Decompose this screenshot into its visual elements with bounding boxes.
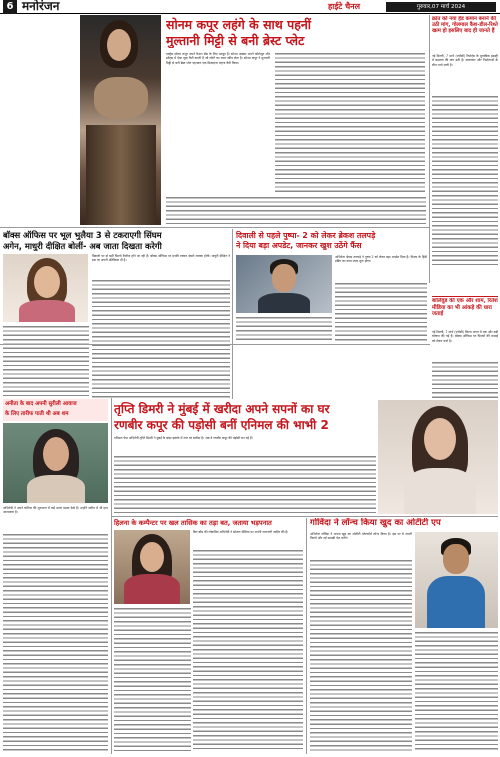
story4-headline-2: अगेन, माधुरी दीक्षित बोलीं- अब जाता दिखता करेगी xyxy=(3,241,162,251)
story1-text-bottom xyxy=(166,196,426,226)
story9-text-col2 xyxy=(415,631,498,751)
breast-plate xyxy=(94,77,148,119)
horizontal-divider-3 xyxy=(112,516,498,517)
vertical-divider-3 xyxy=(111,398,112,754)
actress-photo xyxy=(3,423,108,503)
brand-name: हाईटे चैनल xyxy=(328,2,361,11)
story9-headline: गोविंदा ने लॉन्च किया खुद का ओटीटी एप xyxy=(310,518,441,528)
story5-text-more xyxy=(335,282,427,342)
date-box: गुरुवार,07 मार्च 2024 xyxy=(386,2,496,12)
story2-headline: क्रांत को नया हेड कमान बनाने की उठी मांग, गोलमाल कैश-डील-रिश्ते खत्म हो इसलिए बाद ही जानते हैं xyxy=(432,16,498,34)
story7-headline-1: तृप्ति डिमरी ने मुंबई में खरीदा अपने सपनों का घर xyxy=(114,402,330,416)
figure-dress xyxy=(124,574,180,604)
figure-face xyxy=(424,418,456,460)
story8-headline: हिलना के कम्पैन्टर पर खल तासिक का तड़ा बत, जताया भड़पनात xyxy=(114,519,272,527)
story9-text-more xyxy=(310,559,412,751)
story4-body: दिवाली पर दो बड़ी फिल्में रिलीज होने जा रही हैं। बॉक्स ऑफिस पर इनकी टक्कर देखने लायक होगी। माधुरी दीक्षित ने इस पर अपनी प्रतिक्रिया दी है। xyxy=(92,254,230,263)
shreyas-photo xyxy=(236,255,332,313)
govinda-photo xyxy=(415,532,498,628)
horizontal-divider-2 xyxy=(0,344,430,345)
story8-text-more xyxy=(193,549,303,751)
horizontal-divider-1 xyxy=(0,227,430,228)
story2-body: नई दिल्ली, 7 मार्च (एजेंसी) रिपोर्ट्स के मुताबिक इंडस्ट्री में बदलाव की मांग उठी है। कलाकार और निर्माताओं के बीच चर्चा जारी है। xyxy=(432,54,498,67)
story3-rule xyxy=(432,296,498,297)
figure-face xyxy=(272,264,296,292)
column-divider xyxy=(429,15,430,283)
story1-headline-1: सोनम कपूर लहंगे के साथ पहनीं xyxy=(166,17,312,32)
figure-face xyxy=(140,542,164,572)
story4-text-more xyxy=(92,279,230,399)
story1-text-col2 xyxy=(275,52,425,192)
story5-text-bottom xyxy=(236,316,332,342)
story7-headline-2: रणबीर कपूर की पड़ोसी बनीं एनिमल की भाभी 2 xyxy=(114,418,329,432)
story6-headline-2: के लिए तारीफ पाती थी अब शम xyxy=(5,411,69,417)
story3-body: नई दिल्ली, 7 मार्च (एजेंसी) फिल्म जगत में एक और बड़ी घोषणा की गई है। बॉक्स ऑफिस पर फिल्मों की कमाई को लेकर चर्चा है। xyxy=(432,330,498,343)
story6-headline-1: अनीता के बाद अपनी सुरीली आवाज xyxy=(5,401,77,407)
story4-headline-1: बॉक्स ऑफिस पर भूल भुलैया 3 से टकराएगी सिंघम xyxy=(3,230,162,240)
story4-text-bottom xyxy=(3,325,89,397)
story1-headline-2: मुल्तानी मिट्टी से बनी ब्रेस्ट प्लेट xyxy=(166,33,305,48)
lehenga xyxy=(86,125,156,225)
page-number: 6 xyxy=(3,0,17,14)
actress2-photo xyxy=(114,530,190,604)
figure-face xyxy=(443,544,469,574)
figure-dress xyxy=(27,475,85,503)
story9-body: अभिनेता गोविंदा ने अपना खुद का ओटीटी प्लेटफॉर्म लॉन्च किया है। इस पर वे अपनी फिल्में और नई सामग्री पेश करेंगे। xyxy=(310,532,412,541)
figure-face xyxy=(107,29,131,61)
page-header xyxy=(0,0,500,14)
story1-body: एक्ट्रेस सोनम कपूर अपने फैशन सेंस के लिए मशहूर हैं। सोनम अक्सर अपने फोटोशूट और इवेंट्स में ऐसा लुक कैरी करती हैं जो लोगों का ध्यान खींच लेता है। सोनम कपूर ने मुल्तानी मिट्टी से बनी ब्रेस्ट प्लेट पहनकर एक डिजाइनर लहंगा कैरी किया। xyxy=(166,52,270,65)
story8-body: बिग बॉस की लोकप्रिय अभिनेत्री ने सोशल मीडिया पर अपनी नाराजगी जाहिर की है। xyxy=(193,530,289,534)
story6-body: अभिनेत्री ने अपने करियर की शुरुआत में कई उतार चढ़ाव देखे हैं। उन्होंने संगीत में भी हाथ आजमाया है। xyxy=(3,506,108,515)
figure-dress xyxy=(19,300,75,322)
sonam-photo xyxy=(80,15,161,225)
figure-face xyxy=(34,266,60,298)
figure-dress xyxy=(404,468,476,514)
story6-text-more xyxy=(3,533,108,751)
figure-face xyxy=(43,437,69,471)
story2-text-more xyxy=(432,95,498,265)
tripti-photo xyxy=(378,400,498,514)
madhuri-photo xyxy=(3,254,88,322)
vertical-divider-4 xyxy=(306,518,307,754)
story8-text-bottom xyxy=(114,607,191,751)
story5-headline-2: ने दिया बड़ा अपडेट, जानकर खुश उठेंगे फैंस xyxy=(236,241,362,250)
figure-jacket xyxy=(427,576,485,628)
story5-body: अभिनेता श्रेयस तलपड़े ने पुष्पा 2 को लेकर बड़ा अपडेट दिया है। फिल्म के हिंदी डबिंग का काम जल्द शुरू होगा। xyxy=(335,255,427,264)
story7-body: एनिमल फेम अभिनेत्री तृप्ति डिमरी ने मुंबई के बांद्रा इलाके में नया घर खरीदा है। अब वे रणबीर कपूर की पड़ोसी बन गई हैं। xyxy=(114,436,253,440)
story5-headline-1: दिवाली से पहले पुष्पा- 2 को लेकर ब्रेकश तलपड़े xyxy=(236,231,376,240)
vertical-divider-2 xyxy=(232,229,233,399)
section-title: मनोरंजन xyxy=(22,0,60,13)
story7-text-more xyxy=(114,455,376,513)
story3-headline: बालिवुड की एक और शाम, रितेश मीडिया का भी आंकड़े की धारा जताई xyxy=(432,298,498,317)
figure-shirt xyxy=(258,293,310,313)
